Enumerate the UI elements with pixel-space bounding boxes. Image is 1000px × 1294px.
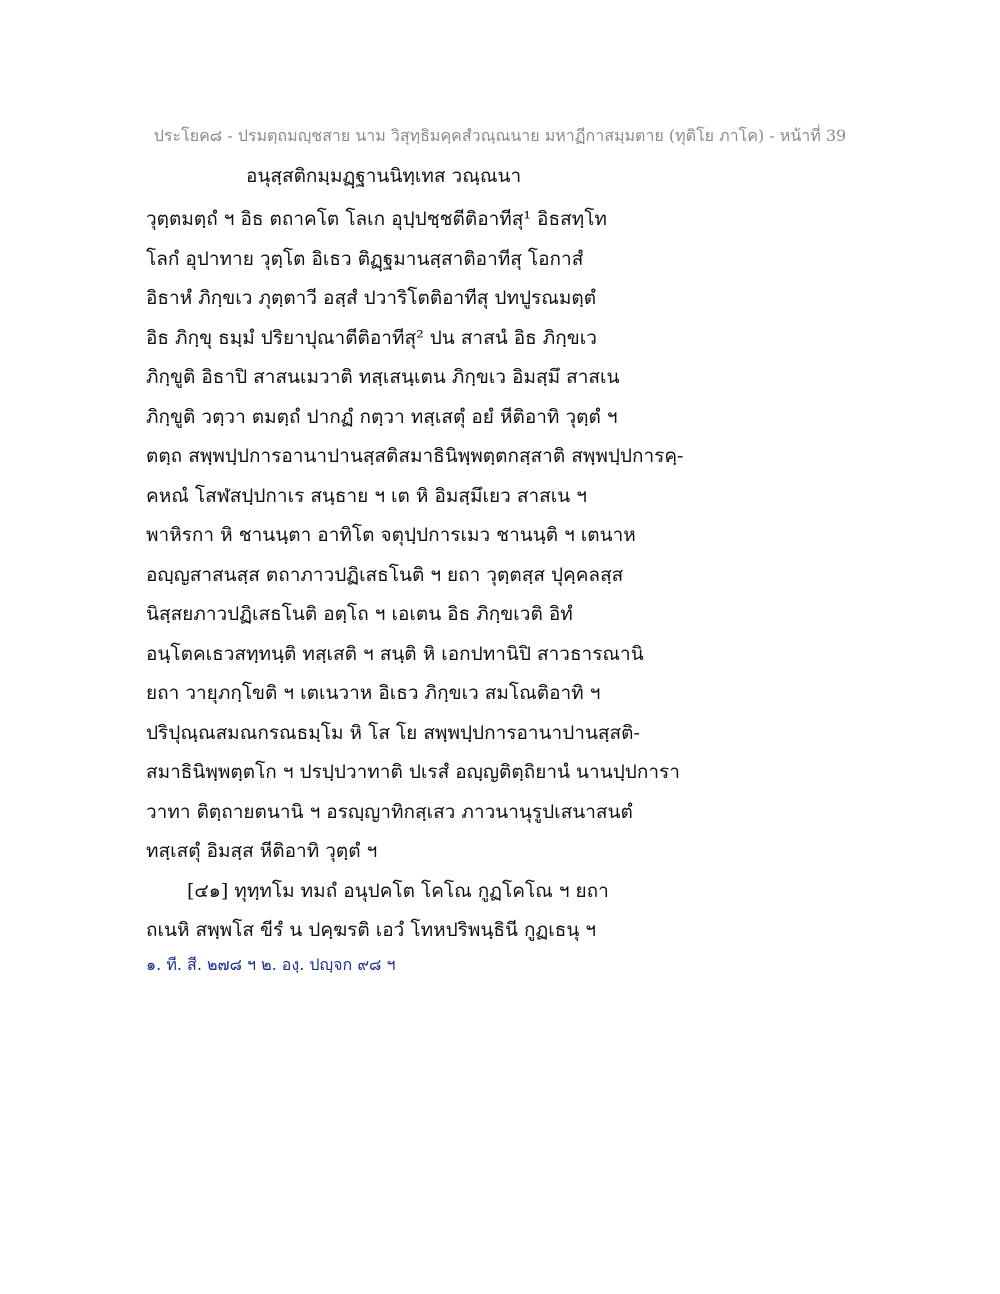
section-title: อนุสฺสติกมฺมฏฺฐานนิทฺเทส วณฺณนา xyxy=(246,165,522,187)
text-line: ยถา วายุภกฺโขติ ฯ เตเนวาห อิเธว ภิกฺขเว สมโณติอาทิ ฯ xyxy=(146,682,601,704)
paragraph-start-line: [๔๑] ทุทฺทโม ทมถํ อนุปคโต โคโณ กูฏโคโณ ฯ ยถา xyxy=(187,879,609,902)
page-header: ประโยค๘ - ปรมตฺถมญฺชสาย นาม วิสุทฺธิมคฺคสํวณฺณนาย มหาฏีกาสมฺมตาย (ทุติโย ภาโค) - หน้าที่ 39 xyxy=(153,126,847,145)
text-line: อิธาหํ ภิกฺขเว ภุตฺตาวี อสฺสํ ปวาริโตติอาทีสุ ปทปูรณมตฺตํ xyxy=(146,287,597,309)
text-line: ปริปุณฺณสมณกรณธมฺโม หิ โส โย สพฺพปฺปการอานาปานสฺสติ- xyxy=(146,721,640,744)
text-line: ตตฺถ สพฺพปฺปการอานาปานสฺสติสมาธินิพฺพตฺตกสฺสาติ สพฺพปฺปการคฺ- xyxy=(146,445,684,467)
text-line: คหณํ โสฬสปฺปกาเร สนฺธาย ฯ เต หิ อิมสฺมึเยว สาสเน ฯ xyxy=(146,484,587,507)
text-line: อิธ ภิกฺขุ ธมฺมํ ปริยาปุณาตีติอาทีสุ² ปน สาสนํ อิธ ภิกฺขเว xyxy=(146,326,597,349)
text-line: ทสฺเสตุํ อิมสฺส หีติอาทิ วุตฺตํ ฯ xyxy=(146,840,378,862)
text-line: สมาธินิพฺพตฺตโก ฯ ปรปฺปวาทาติ ปเรสํ อญฺญติตฺถิยานํ นานปฺปการา xyxy=(146,761,680,783)
text-line: อญฺญสาสนสฺส ตถาภาวปฏิเสธโนติ ฯ ยถา วุตฺตสฺส ปุคฺคลสฺส xyxy=(146,563,624,586)
text-line: วุตฺตมตฺถํ ฯ อิธ ตถาคโต โลเก อุปฺปชฺชตีติอาทีสุ¹ อิธสทฺโท xyxy=(146,208,607,230)
body-text xyxy=(146,200,866,951)
text-line: อนฺโตคเธวสทฺทนฺติ ทสฺเสติ ฯ สนฺติ หิ เอกปทานิปิ สาวธารณานิ xyxy=(146,642,644,665)
text-line: ถเนหิ สพฺพโส ขีรํ น ปคฺฆรติ เอวํ โทหปริพนฺธินี กูฏเธนุ ฯ xyxy=(146,919,597,941)
text-line: นิสฺสยภาวปฏิเสธโนติ อตฺโถ ฯ เอเตน อิธ ภิกฺขเวติ อิทํ xyxy=(146,603,573,625)
text-line: ภิกฺขูติ อิธาปิ สาสนเมวาติ ทสฺเสนฺเตน ภิกฺขเว อิมสฺมึ สาสเน xyxy=(146,366,620,388)
footnote: ๑. ที. สี. ๒๗๘ ฯ ๒. องฺ. ปญฺจก ๙๘ ฯ xyxy=(146,955,396,974)
text-line: พาหิรกา หิ ชานนฺตา อาทิโต จตุปฺปการเมว ชานนฺติ ฯ เตนาห xyxy=(146,524,636,546)
text-line: ภิกฺขูติ วตฺวา ตมตฺถํ ปากฏํ กตฺวา ทสฺเสตุํ อยํ หีติอาทิ วุตฺตํ ฯ xyxy=(146,405,618,428)
text-line: โลกํ อุปาทาย วุตฺโต อิเธว ติฏฺฐมานสฺสาติอาทีสุ โอกาสํ xyxy=(146,247,584,270)
text-line: วาทา ติตฺถายตนานิ ฯ อรญฺญาทิกสฺเสว ภาวนานุรูปเสนาสนตํ xyxy=(146,800,633,823)
